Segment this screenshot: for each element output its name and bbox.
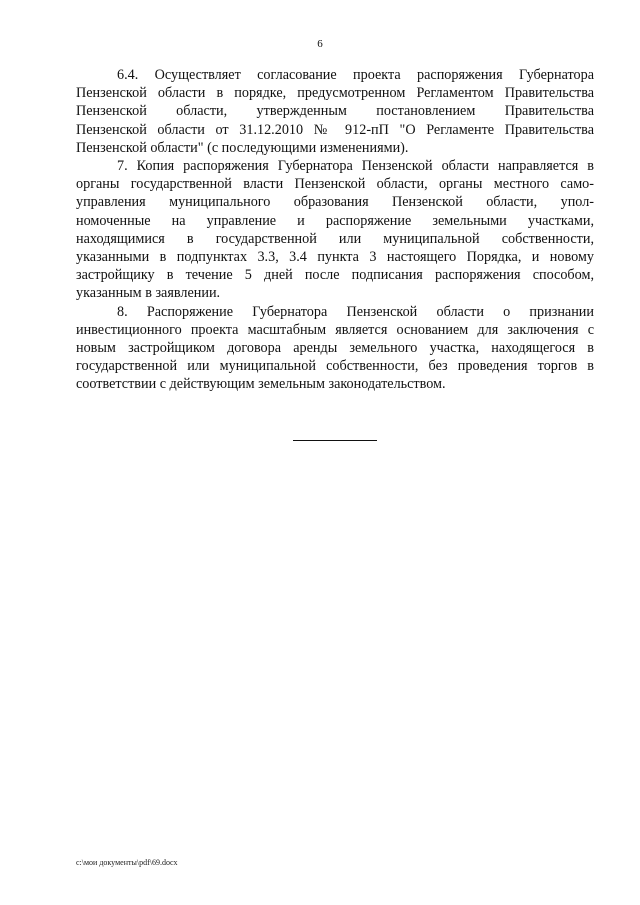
text-line: 7. Копия распоряжения Губернатора Пензенской области направляется в <box>117 158 594 175</box>
text-line: Пензенской области" (с последующими изменениями). <box>76 139 409 156</box>
page-number: 6 <box>317 38 323 50</box>
text-line: указанным в заявлении. <box>76 285 221 302</box>
text-line: новым застройщиком договора аренды земельного участка, находящегося в <box>76 340 594 357</box>
end-divider-line <box>293 440 377 441</box>
paragraph-6-4 <box>76 66 594 157</box>
text-line: органы государственной власти Пензенской области, органы местного само- <box>76 176 594 193</box>
text-line: указанными в подпунктах 3.3, 3.4 пункта 3 настоящего Порядка, и новому <box>76 249 594 266</box>
paragraph-8 <box>76 303 594 394</box>
footer-file-path: c:\мои документы\pdf\69.docx <box>76 858 178 867</box>
text-line: Пензенской области от 31.12.2010 № 912-пП "О Регламенте Правительства <box>76 121 594 138</box>
text-line: государственной или муниципальной собственности, без проведения торгов в <box>76 358 594 375</box>
paragraph-7 <box>76 157 594 303</box>
document-body <box>76 66 594 394</box>
text-line: управления муниципального образования Пензенской области, упол- <box>76 194 594 211</box>
text-line: инвестиционного проекта масштабным является основанием для заключения с <box>76 321 594 338</box>
text-line: Пензенской области, утвержденным постановлением Правительства <box>76 103 594 120</box>
text-line: 6.4. Осуществляет согласование проекта распоряжения Губернатора <box>117 67 594 83</box>
text-line: номоченные на управление и распоряжение земельными участками, <box>76 212 594 229</box>
text-line: 8. Распоряжение Губернатора Пензенской области о признании <box>117 303 594 320</box>
text-line: застройщику в течение 5 дней после подписания распоряжения способом, <box>76 267 594 284</box>
text-line: соответствии с действующим земельным законодательством. <box>76 376 446 393</box>
text-line: Пензенской области в порядке, предусмотренном Регламентом Правительства <box>76 85 594 102</box>
text-line: находящимися в государственной или муниципальной собственности, <box>76 230 594 247</box>
